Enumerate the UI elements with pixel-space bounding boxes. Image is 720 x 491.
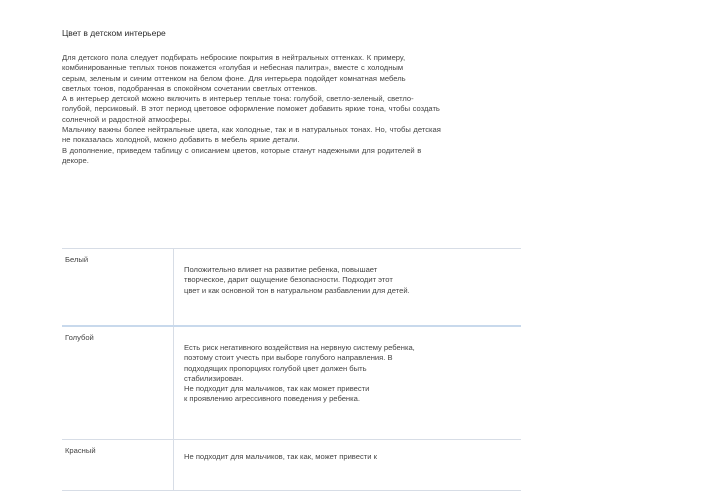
description-line: Положительно влияет на развитие ребенка, повышает bbox=[184, 265, 378, 274]
color-description-cell bbox=[174, 249, 522, 327]
color-description-cell bbox=[174, 440, 522, 491]
description-line: поэтому стоит учесть при выборе голубого направления. В bbox=[184, 353, 393, 363]
paragraph-line: Мальчику важны более нейтральные цвета, как холодные, так и в натуральных тонах. Но, чтобы детская bbox=[62, 125, 441, 135]
description-line: к проявлению агрессивного поведения у ребенка. bbox=[184, 394, 360, 404]
paragraph-line: Для детского пола следует подбирать неброские покрытия в нейтральных оттенках. К примеру, bbox=[62, 53, 406, 62]
color-name-cell: Белый bbox=[62, 249, 174, 327]
description-line: цвет и как основной тон в натуральном разбавлении для детей. bbox=[184, 285, 410, 295]
paragraph-line: голубой, персиковый. В этот период цветовое оформление поможет добавить яркие тона, чтобы создать bbox=[62, 104, 440, 114]
table-row bbox=[62, 440, 521, 491]
description-line: творческое, дарит ощущение безопасности. Подходит этот bbox=[184, 275, 393, 285]
color-name-cell: Голубой bbox=[62, 326, 174, 440]
paragraph-line: декоре. bbox=[62, 155, 89, 165]
paragraph-line: не показалась холодной, можно добавить в мебель яркие детали. bbox=[62, 135, 300, 145]
paragraph-line: серым, зеленым и синим оттенком на белом фоне. Для интерьера подойдет комнатная мебель bbox=[62, 73, 406, 83]
document-title: Цвет в детском интерьере bbox=[62, 28, 166, 38]
color-table bbox=[62, 248, 521, 491]
table-row bbox=[62, 249, 521, 327]
paragraph-line: А в интерьер детской можно включить в интерьер теплые тона: голубой, светло-зеленый, светло- bbox=[62, 94, 414, 104]
description-line: подходящих пропорциях голубой цвет должен быть bbox=[184, 363, 367, 373]
description-line: стабилизирован. bbox=[184, 373, 244, 383]
document-body bbox=[62, 28, 662, 166]
table-row bbox=[62, 326, 521, 440]
paragraph-line: комбинированные теплых тонов покажется «голубая и небесная палитра», вместе с холодным bbox=[62, 63, 404, 73]
description-line: Не подходит для мальчиков, так как может привести bbox=[184, 384, 370, 394]
paragraph-line: светлых тонов, подобранная в спокойном сочетании светлых оттенков. bbox=[62, 83, 318, 93]
description-line: Не подходит для мальчиков, так как, может привести к bbox=[184, 452, 377, 461]
paragraph-line: солнечной и радостной атмосферы. bbox=[62, 114, 192, 124]
description-line: Есть риск негативного воздействия на нервную систему ребенка, bbox=[184, 343, 415, 352]
color-name-cell: Красный bbox=[62, 440, 174, 491]
intro-paragraph bbox=[62, 53, 662, 166]
paragraph-line: В дополнение, приведем таблицу с описанием цветов, которые станут надежными для родителей в bbox=[62, 145, 422, 155]
color-description-cell bbox=[174, 326, 522, 440]
